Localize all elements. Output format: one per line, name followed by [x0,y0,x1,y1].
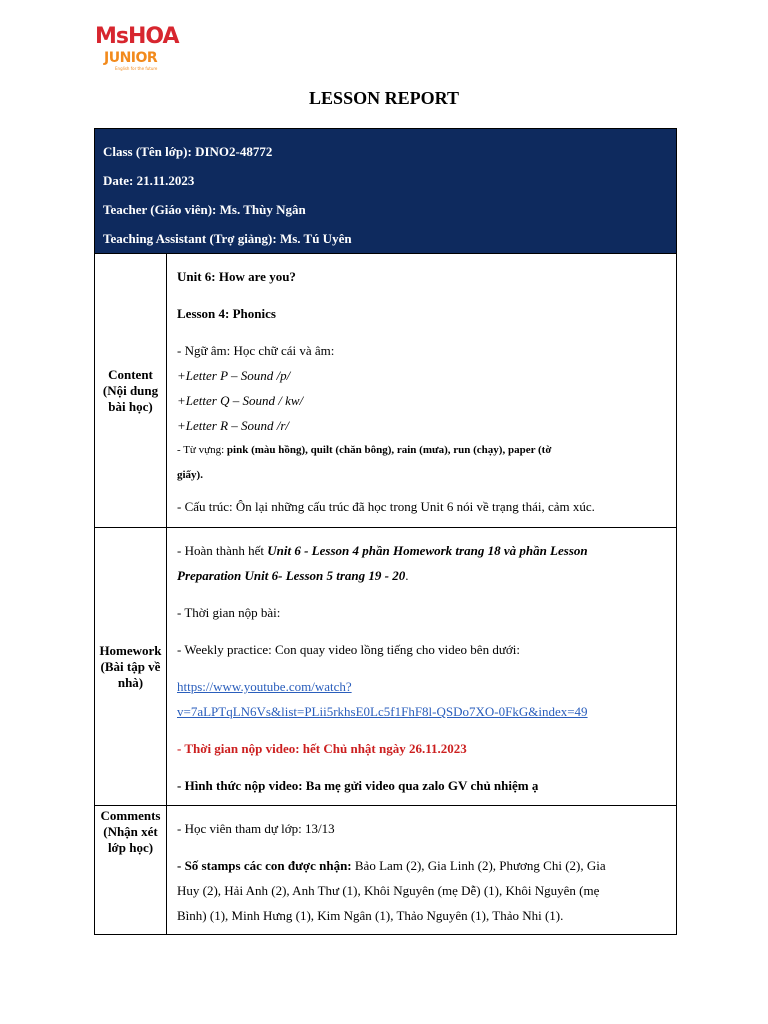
content-label: Content (Nội dung bài học) [95,254,167,528]
letter-item: +Letter Q – Sound / kw/ [177,393,304,408]
homework-body [167,528,677,806]
logo-tagline: English for the future [115,66,158,71]
homework-label: Homework (Bài tập về nhà) [95,528,167,806]
logo-brand: MsHOA [95,24,179,49]
logo-sub: JUNIOR [104,50,158,66]
comments-body [167,806,677,935]
assistant-name: Teaching Assistant (Trợ giảng): Ms. Tú Uyên [103,231,352,246]
youtube-link[interactable]: https://www.youtube.com/watch? v=7aLPTqLN6Vs&list=PLii5rkhsE0Lc5f1FhF8l-QSDo7XO-0FkG&index=49 [177,679,588,719]
lesson-title: Lesson 4: Phonics [177,306,276,321]
lesson-date: Date: 21.11.2023 [103,173,195,188]
weekly-practice: - Weekly practice: Con quay video lồng tiếng cho video bên dưới: [177,642,520,657]
homework-row [95,528,677,806]
stamps-line: - Số stamps các con được nhận: Bảo Lam (2), Gia Linh (2), Phương Chi (2), Gia [177,858,606,873]
phonics-intro: - Ngữ âm: Học chữ cái và âm: [177,343,335,358]
class-name: Class (Tên lớp): DINO2-48772 [103,144,273,159]
vocab-line: - Từ vựng: pink (màu hồng), quilt (chăn bông), rain (mưa), run (chạy), paper (tờ [177,444,552,456]
letter-item: +Letter P – Sound /p/ [177,368,291,383]
header-row [95,129,677,254]
submission-deadline: - Thời gian nộp bài: [177,605,281,620]
stamps-line-cont: Huy (2), Hải Anh (2), Anh Thư (1), Khôi Nguyên (mẹ Dễ) (1), Khôi Nguyên (mẹ [177,883,600,898]
attendance: - Học viên tham dự lớp: 13/13 [177,821,335,836]
comments-row [95,806,677,935]
vocab-line-cont: giấy). [177,469,203,481]
homework-task-cont: Preparation Unit 6- Lesson 5 trang 19 - 20. [177,568,409,583]
content-body [167,254,677,528]
header-panel [95,129,677,254]
teacher-name: Teacher (Giáo viên): Ms. Thùy Ngân [103,202,306,217]
homework-task: - Hoàn thành hết Unit 6 - Lesson 4 phần Homework trang 18 và phần Lesson [177,543,588,558]
stamps-line-end: Bình) (1), Minh Hưng (1), Kim Ngân (1), Thảo Nguyên (1), Thảo Nhi (1). [177,908,564,923]
comments-label: Comments (Nhận xét lớp học) [95,806,167,935]
content-row [95,254,677,528]
logo [95,26,195,72]
submission-method: - Hình thức nộp video: Ba mẹ gửi video qua zalo GV chủ nhiệm ạ [177,778,539,793]
unit-title: Unit 6: How are you? [177,269,296,284]
letter-item: +Letter R – Sound /r/ [177,418,290,433]
lesson-report-table [94,128,677,935]
structure-line: - Cấu trúc: Ôn lại những cấu trúc đã học trong Unit 6 nói về trạng thái, cảm xúc. [177,499,595,514]
video-deadline: - Thời gian nộp video: hết Chủ nhật ngày 26.11.2023 [177,741,467,756]
page-title: LESSON REPORT [309,88,459,108]
